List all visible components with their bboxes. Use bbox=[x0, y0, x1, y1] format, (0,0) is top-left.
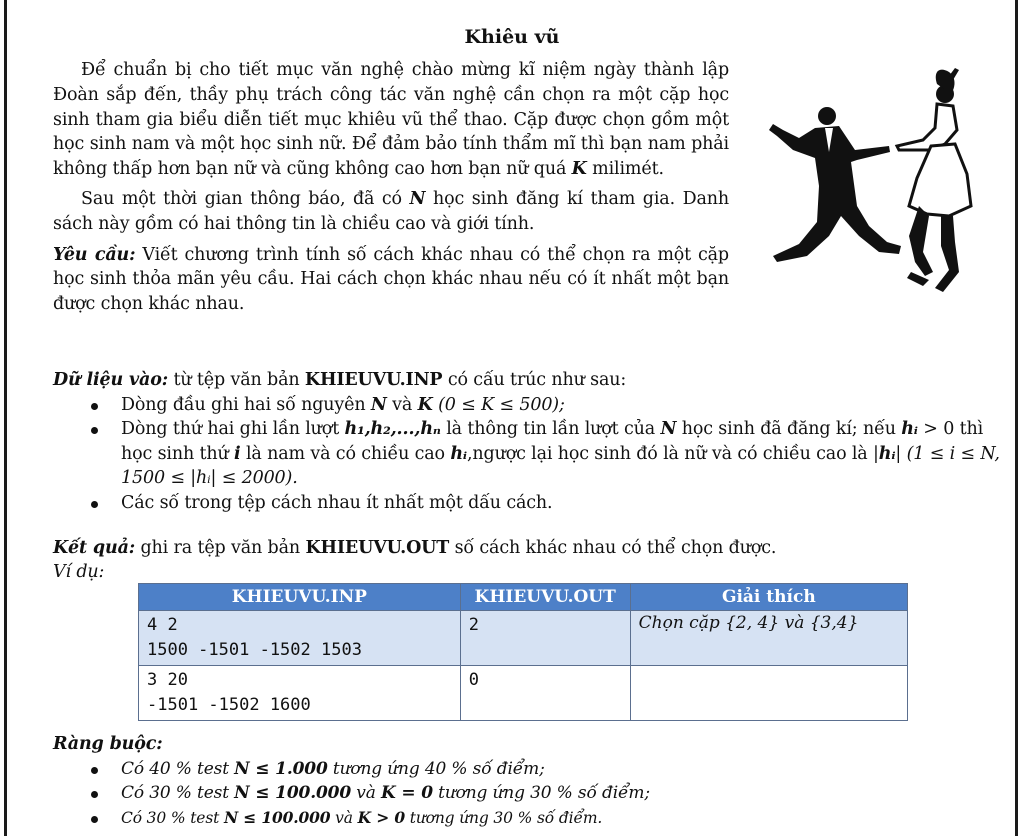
document-page bbox=[4, 0, 1018, 836]
intro-paragraph-1: Để chuẩn bị cho tiết mục văn nghệ chào mừng kĩ niệm ngày thành lập Đoàn sắp đến, thầy phụ trách công tác văn nghệ cần chọn ra một cặp học sinh tham gia biểu diễn tiết mục khiêu vũ thể thao. Cặp được chọn gồm một học sinh nam và một học sinh nữ. Để đảm bảo tính thẩm mĩ thì bạn nam phải không thấp hơn bạn nữ và cũng không cao hơn bạn nữ quá K milimét. bbox=[53, 60, 729, 180]
input-list bbox=[53, 393, 1003, 516]
output-section: Kết quả: ghi ra tệp văn bản KHIEUVU.OUT số cách khác nhau có thể chọn được. bbox=[53, 538, 777, 558]
note-cell bbox=[630, 666, 907, 721]
example-table bbox=[138, 583, 908, 721]
table-header-row bbox=[139, 584, 908, 611]
list-item: Dòng thứ hai ghi lần lượt h₁,h₂,...,hₙ là thông tin lần lượt của N học sinh đã đăng kí; nếu hᵢ > 0 thì học sinh thứ i là nam và có chiều cao hᵢ,ngược lại học sinh đó là nữ và có chiều cao là |hᵢ| (1 ≤ i ≤ N, 1500 ≤ |hᵢ| ≤ 2000). bbox=[53, 417, 1003, 491]
input-heading: Dữ liệu vào: từ tệp văn bản KHIEUVU.INP có cấu trúc như sau: bbox=[53, 370, 627, 390]
list-item: Các số trong tệp cách nhau ít nhất một dấu cách. bbox=[53, 491, 1003, 516]
list-item: Dòng đầu ghi hai số nguyên N và K (0 ≤ K ≤ 500); bbox=[53, 393, 1003, 418]
table-row bbox=[139, 666, 908, 721]
input-filename: KHIEUVU.INP bbox=[304, 370, 443, 390]
table-row bbox=[139, 611, 908, 666]
input-section bbox=[53, 368, 1003, 515]
input-cell: 4 2 1500 -1501 -1502 1503 bbox=[139, 611, 461, 666]
list-item: Có 30 % test N ≤ 100.000 và K = 0 tương ứng 30 % số điểm; bbox=[53, 781, 1003, 806]
intro-paragraph-2: Sau một thời gian thông báo, đã có N học sinh đăng kí tham gia. Danh sách này gồm có hai thông tin là chiều cao và giới tính. bbox=[53, 188, 729, 234]
constraints-list bbox=[53, 757, 1003, 831]
note-cell: Chọn cặp {2, 4} và {3,4} bbox=[630, 611, 907, 666]
example-label: Ví dụ: bbox=[53, 562, 105, 582]
column-header: KHIEUVU.OUT bbox=[460, 584, 630, 611]
output-cell: 0 bbox=[460, 666, 630, 721]
input-label: Dữ liệu vào: bbox=[53, 370, 169, 390]
constraints-label: Ràng buộc: bbox=[53, 734, 163, 754]
page-title: Khiêu vũ bbox=[464, 26, 560, 48]
requirement-paragraph: Yêu cầu: Viết chương trình tính số cách khác nhau có thể chọn ra một cặp học sinh thỏa mãn yêu cầu. Hai cách chọn khác nhau nếu có ít nhất một bạn được chọn khác nhau. bbox=[53, 244, 729, 315]
constraints-section bbox=[53, 732, 1003, 830]
dancing-couple-icon bbox=[759, 66, 979, 306]
list-item: Có 30 % test N ≤ 100.000 và K > 0 tương ứng 30 % số điểm. bbox=[53, 806, 1003, 831]
output-cell: 2 bbox=[460, 611, 630, 666]
output-filename: KHIEUVU.OUT bbox=[305, 538, 450, 558]
input-cell: 3 20 -1501 -1502 1600 bbox=[139, 666, 461, 721]
list-item: Có 40 % test N ≤ 1.000 tương ứng 40 % số điểm; bbox=[53, 757, 1003, 782]
requirement-label: Yêu cầu: bbox=[53, 244, 136, 265]
column-header: KHIEUVU.INP bbox=[139, 584, 461, 611]
output-label: Kết quả: bbox=[53, 538, 136, 558]
intro-text bbox=[53, 58, 729, 322]
column-header: Giải thích bbox=[630, 584, 907, 611]
